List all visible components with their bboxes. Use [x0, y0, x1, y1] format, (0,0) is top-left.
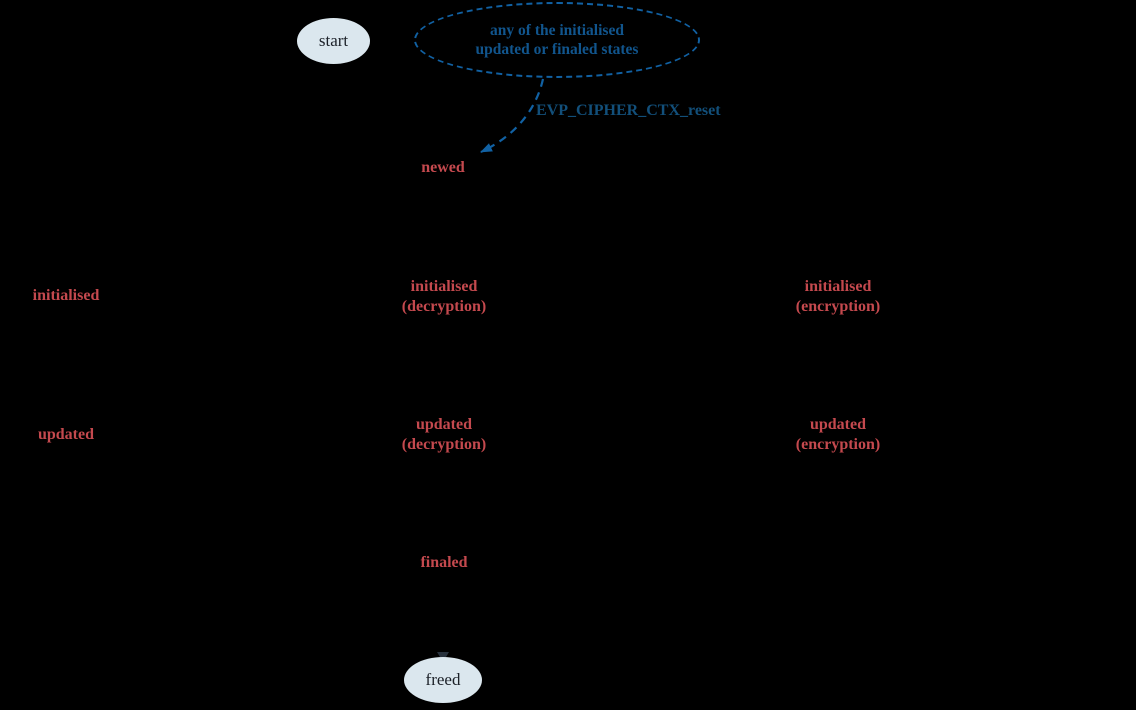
edge-reset-curve	[481, 79, 543, 152]
node-updated-encryption-line1: updated	[809, 416, 867, 433]
node-updated	[38, 425, 94, 445]
node-any-state-line2: updated or finaled states	[475, 41, 639, 58]
node-freed-label: freed	[425, 670, 461, 689]
node-any-state-line1: any of the initialised	[490, 22, 624, 39]
node-initialised-decryption-line1: initialised	[410, 278, 478, 295]
node-freed	[404, 657, 482, 703]
node-initialised	[33, 286, 100, 306]
node-updated-decryption-line1: updated	[415, 416, 473, 433]
node-updated-decryption-line2: (decryption)	[401, 436, 487, 453]
node-initialised-label: initialised	[32, 287, 100, 304]
node-updated-decryption	[402, 415, 486, 455]
node-newed-label: newed	[421, 159, 465, 176]
node-initialised-decryption	[402, 277, 486, 317]
node-initialised-encryption-line1: initialised	[804, 278, 872, 295]
node-updated-encryption	[796, 415, 880, 455]
node-newed	[421, 158, 465, 178]
node-any-state	[414, 2, 700, 78]
node-updated-label: updated	[37, 426, 95, 443]
node-initialised-encryption	[796, 277, 880, 317]
node-initialised-decryption-line2: (decryption)	[401, 298, 487, 315]
node-updated-encryption-line2: (encryption)	[795, 436, 881, 453]
node-start-label: start	[318, 31, 349, 50]
node-start	[297, 18, 370, 64]
node-initialised-encryption-line2: (encryption)	[795, 298, 881, 315]
edge-reset-label: EVP_CIPHER_CTX_reset	[536, 102, 721, 119]
node-finaled-label: finaled	[420, 554, 468, 571]
node-finaled	[420, 553, 467, 573]
